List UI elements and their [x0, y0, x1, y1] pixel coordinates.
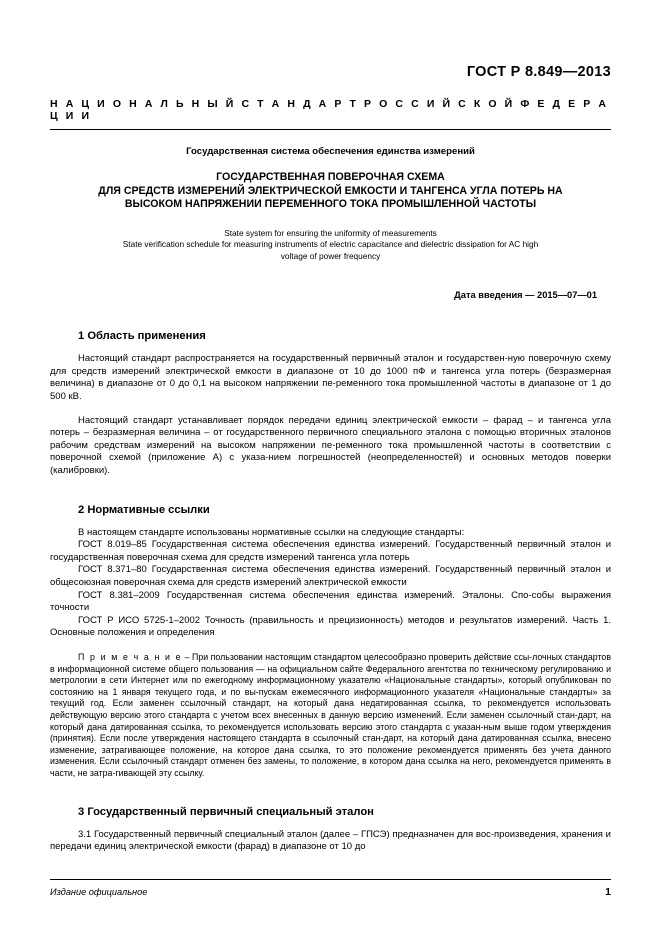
section-heading-3: 3 Государственный первичный специальный эталон — [78, 805, 374, 818]
english-line-3: voltage of power frequency — [280, 250, 381, 261]
title-line-2: ДЛЯ СРЕДСТВ ИЗМЕРЕНИЙ ЭЛЕКТРИЧЕСКОЙ ЕМКОСТИ И ТАНГЕНСА УГЛА ПОТЕРЬ НА — [98, 184, 563, 197]
document-title — [50, 171, 611, 212]
english-line-1: State system for ensuring the uniformity of measurements — [224, 227, 437, 238]
note-label: П р и м е ч а н и е — [78, 651, 183, 662]
reference-item: ГОСТ 8.019–85 Государственная система обеспечения единства измерений. Государственный первичный эталон и государственная поверочная схема для средств измерений тангенса угла потерь — [50, 539, 611, 563]
title-line-3: ВЫСОКОМ НАПРЯЖЕНИИ ПЕРЕМЕННОГО ТОКА ПРОМЫШЛЕННОЙ ЧАСТОТЫ — [124, 198, 537, 211]
section-1-paragraph-2: Настоящий стандарт устанавливает порядок передачи единиц электрической емкости – фарад – и тангенса угла потерь – безразмерная величина – от государственного первичного специального эталона с помощью вторичных эталонов рабочим средствам измерений на высоком напряжении пе-ременного тока промышленной частоты в соответствии с поверочной схемой (приложение А) с указа-нием погрешностей (неопределенностей) и основных методов поверки (калибровки). — [50, 414, 611, 477]
title-line-1: ГОСУДАРСТВЕННАЯ ПОВЕРОЧНАЯ СХЕМА — [216, 171, 445, 183]
date-introduced: Дата введения — 2015—07—01 — [454, 290, 597, 301]
gost-number: ГОСТ Р 8.849—2013 — [466, 64, 611, 80]
reference-item: ГОСТ Р ИСО 5725-1–2002 Точность (правильность и прецизионность) методов и результатов измерений. Часть 1. Основные положения и определения — [50, 614, 611, 639]
page-footer — [50, 879, 611, 898]
reference-item: ГОСТ 8.381–2009 Государственная система обеспечения единства измерений. Эталоны. Спо-собы выражения точности — [50, 589, 611, 614]
system-line: Государственная система обеспечения единства измерений — [186, 146, 475, 157]
english-title — [50, 228, 611, 263]
footer-divider — [50, 879, 611, 880]
section-heading-1: 1 Область применения — [78, 330, 206, 343]
section-2-note — [50, 652, 611, 780]
section-heading-2: 2 Нормативные ссылки — [78, 503, 210, 516]
english-line-2: State verification schedule for measuring instruments of electric capacitance and dielectric dissipation for AC high — [122, 239, 539, 250]
header-divider — [50, 129, 611, 130]
normative-references-list — [50, 539, 611, 640]
reference-item: ГОСТ 8.371–80 Государственная система обеспечения единства измерений. Государственный первичный эталон и общесоюзная поверочная схема для средств измерений электрической емкости — [50, 564, 611, 588]
page-number: 1 — [605, 886, 611, 898]
section-3-paragraph-1: 3.1 Государственный первичный специальный эталон (далее – ГПСЭ) предназначен для вос-произведения, хранения и передачи единиц электрической емкости (фарад) в диапазоне от 10 до — [50, 828, 611, 853]
edition-label: Издание официальное — [50, 887, 148, 897]
national-standard-label: Н А Ц И О Н А Л Ь Н Ы Й С Т А Н Д А Р Т Р О С С И Й С К О Й Ф Е Д Е Р А Ц И И — [50, 98, 609, 122]
section-2-intro: В настоящем стандарте использованы нормативные ссылки на следующие стандарты: — [78, 526, 465, 538]
section-1-paragraph-1: Настоящий стандарт распространяется на государственный первичный эталон и государствен-ную поверочную схему для средств измерений электрической емкости в диапазоне от 10 до 1000 пФ и тангенса угла потерь (безразмерная величина) в диапазоне от 0 до 0,1 на высоком напряжении пе-ременного тока промышленной частоты в диапазоне от 1 до 500 кВ. — [50, 353, 611, 403]
note-text: – При пользовании настоящим стандартом целесообразно проверить действие ссы-лочных стандартов в информационной системе общего пользования — на официальном сайте Федерального агентства по техническому регулированию и метрологии в сети Интернет или по ежегодному информационному указателю «Национальные стандарты», который опубликован по состоянию на 1 января текущего года, и по вы-пускам ежемесячного информационного указателя «Национальные стандарты» за текущий год. Если заменен ссылочный стандарт, на который дана недатированная ссылка, то рекомендуется использовать действующую версию этого стандарта с учетом всех внесенных в данную версию изменений. Если заменен ссылочный стан-дарт, на который дана датированная ссылка, то рекомендуется использовать версию этого стандарта с указан-ным выше годом утверждения (принятия). Если после утверждения настоящего стандарта в ссылочный стан-дарт, на который дана датированная ссылка, внесено изменение, затрагивающее положение, на которое дана ссылка, то это положение рекомендуется применять без учета данного изменения. Если ссылочный стандарт отменен без замены, то положение, в котором дана ссылка на него, рекомендуется применять в части, не затра-гивающей эту ссылку. — [50, 651, 611, 778]
